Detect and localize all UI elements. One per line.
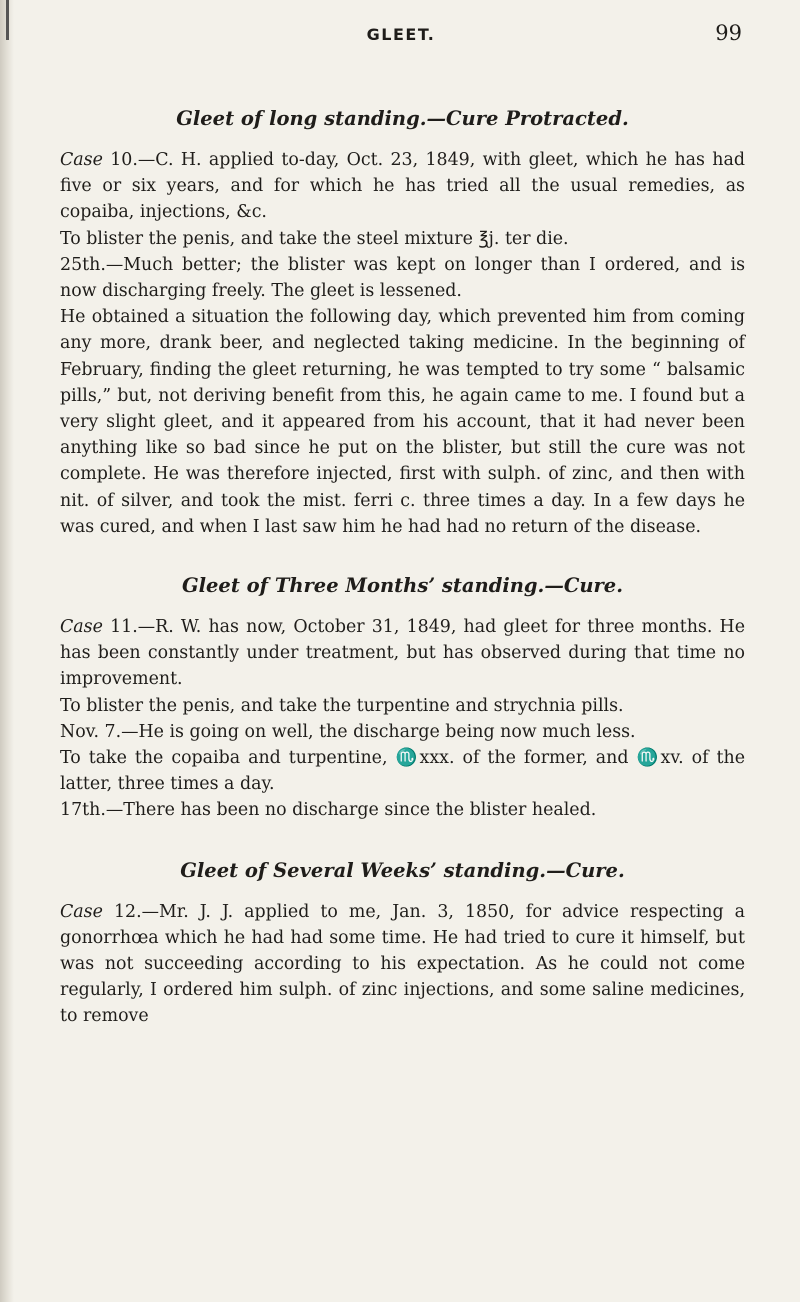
paragraph: To take the copaiba and turpentine, ♏xxx. of the former, and ♏xv. of the latter, three times a day. (60, 748, 745, 795)
paragraph-text: 10.—C. H. applied to-day, Oct. 23, 1849, with gleet, which he has had five or six years, and for which he has tried all the usual remedies, as copaiba, injections, &c. (60, 150, 745, 223)
case-paragraph (60, 614, 745, 693)
paragraph: 25th.—Much better; the blister was kept on longer than I ordered, and is now discharging freely. The gleet is lessened. (60, 254, 745, 302)
section-heading: Gleet of Several Weeks’ standing.—Cure. (180, 858, 625, 882)
paragraph: 17th.—There has been no discharge since the blister healed. (60, 800, 597, 821)
case-paragraph (60, 899, 745, 1030)
case-label: Case (60, 617, 111, 638)
running-title: GLEET. (366, 25, 436, 44)
binding-mark (6, 0, 9, 40)
case-label: Case (60, 150, 111, 170)
paragraph-text: 11.—R. W. has now, October 31, 1849, had gleet for three months. He has been constantly under treatment, but has observed during that time no improvement. (60, 617, 745, 690)
section-heading: Gleet of long standing.—Cure Protracted. (176, 107, 629, 130)
section-heading: Gleet of Three Months’ standing.—Cure. (181, 574, 624, 598)
paragraph-text: 12.—Mr. J. J. applied to me, Jan. 3, 1850, for advice respecting a gonorrhœa which he had had some time. He had tried to cure it himself, but was not succeeding according to his expectation. As he could not come regularly, I ordered him sulph. of zinc injections, and some saline medicines, to remove (60, 901, 745, 1027)
paragraph: To blister the penis, and take the turpentine and strychnia pills. (60, 695, 624, 716)
running-head (60, 20, 742, 50)
page-edge (0, 0, 14, 1302)
page-body (60, 103, 745, 1030)
page-number: 99 (715, 21, 742, 45)
paragraph: He obtained a situation the following day, which prevented him from coming any more, drank beer, and neglected taking medicine. In the beginning of February, finding the gleet returning, he was tempted to try some “ balsamic pills,” but, not deriving benefit from this, he again came to me. I found but a very slight gleet, and it appeared from his account, that it had never been anything like so bad since he put on the blister, but still the cure was not complete. He was therefore injected, first with sulph. of zinc, and then with nit. of silver, and took the mist. ferri c. three times a day. In a few days he was cured, and when I last saw him he had had no return of the disease. (60, 307, 745, 537)
case-label: Case (60, 901, 114, 922)
paragraph: Nov. 7.—He is going on well, the discharge being now much less. (60, 721, 636, 742)
paragraph: To blister the penis, and take the steel mixture ℥j. ter die. (60, 228, 569, 249)
case-paragraph (60, 147, 745, 226)
